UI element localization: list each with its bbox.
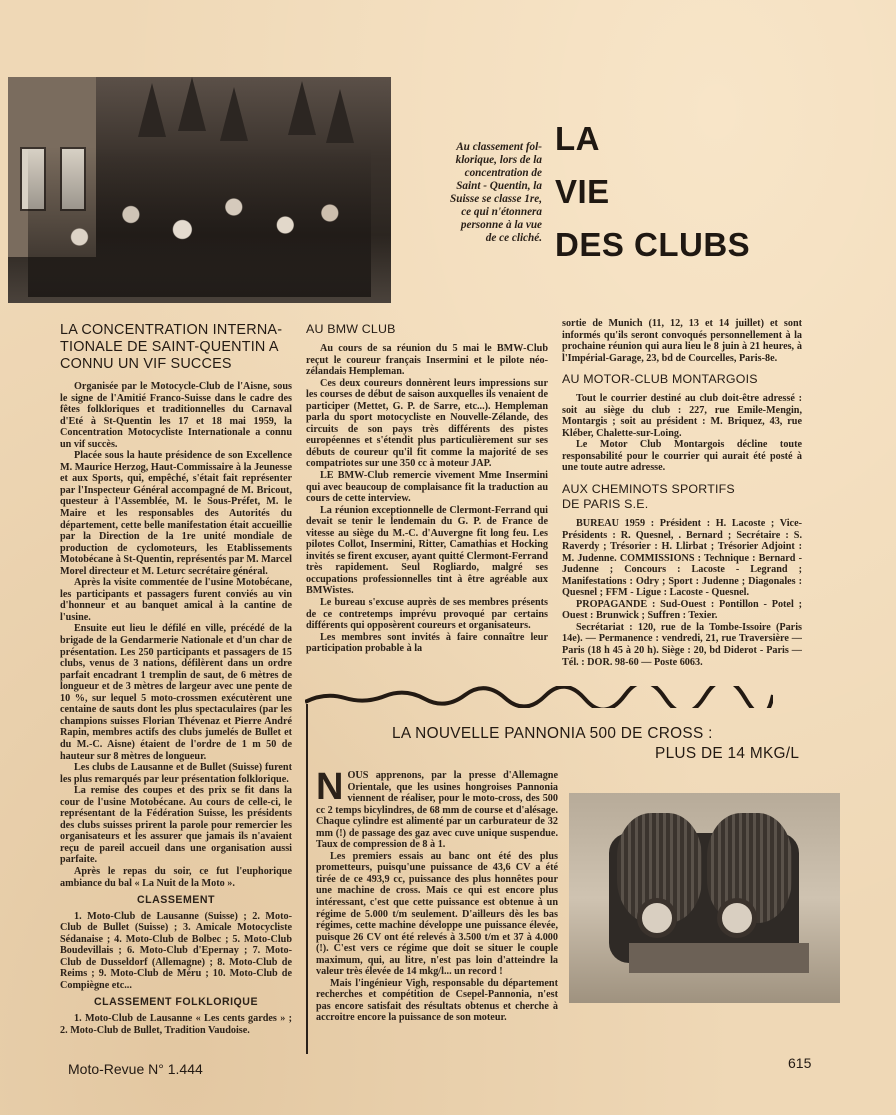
flag [178, 77, 206, 131]
paragraph: Ces deux coureurs donnèrent leurs impressions sur les courses de début de saison auxquelles ils venaient de participer (Mettet, G. P. de Sarre, etc...). Hempleman parla du sport motocycliste en Nouvelle-Zélande, des circuits de son pays très différents des pistes européennes et s'étendit plus particulièrement sur ses débuts de coureur qu'il fit comme la majorité de ses compatriotes sur une 350 cc à moteur JAP. [306, 377, 548, 470]
classement-heading: CLASSEMENT [137, 894, 215, 907]
paragraph: Après la visite commentée de l'usine Motobécane, les participants et passagers furent conviés au vin d'honneur et au banquet amical à la cantine de l'usine. [60, 577, 292, 623]
pannonia-article [316, 766, 559, 1024]
paragraph: La réunion exceptionnelle de Clermont-Ferrand qui devait se tenir le lendemain du G. P. de France de vitesse au siège du M.-C. d'Auvergne fit long feu. Les pilotes Collot, Insermini, Ritter, Camathias et Hocking invités se firent excuser, ayant quitté Clermont-Ferrand très rapidement. Seul Rogliardo, malgré ses occupations professionnelles tint à être agréable aux BMWistes. [306, 504, 548, 597]
paragraph: LE BMW-Club remercie vivement Mme Insermini qui avec beaucoup de complaisance fit la traduction au cours de cette interview. [306, 470, 548, 505]
page-number: 615 [788, 1055, 812, 1071]
paragraph: Tout le courrier destiné au club doit-être adressé : soit au siège du club : 227, rue Emile-Mengin, Montargis ; soit au président : M. Briquez, 43, rue Kléber, Chalette-sur-Loing. [562, 393, 802, 439]
title-line: VIE [555, 173, 610, 210]
paragraph: Secrétariat : 120, rue de la Tombe-Issoire (Paris 14e). — Permanence : vendredi, 21, rue Traversière — Paris (18 h 45 à 20 h). Siège : 20, bd Diderot - Paris — Tél. : DOR. 98-60 — Poste 6063. [562, 621, 802, 668]
title-line: DES CLUBS [555, 226, 751, 263]
paragraph: Au cours de sa réunion du 5 mai le BMW-Club reçut le coureur français Insermini et le pilote néo-zélandais Hempleman. [306, 343, 548, 378]
pannonia-title: LA NOUVELLE PANNONIA 500 DE CROSS : [392, 725, 713, 742]
carburetor-port [637, 898, 677, 938]
concentration-article [60, 322, 292, 1036]
paragraph: Les membres sont invités à faire connaître leur participation probable à la [306, 631, 548, 655]
section-heading: AU BMW CLUB [306, 322, 396, 336]
bmw-article [306, 322, 548, 655]
paragraph: Le Motor Club Montargois décline toute responsabilité pour le courrier qui aurait été posté à une toute autre adresse. [562, 439, 802, 474]
flag [138, 83, 166, 137]
paragraph: Les clubs de Lausanne et de Bullet (Suisse) furent les plus remarqués par leur présentation folklorique. [60, 762, 292, 785]
paragraph: Organisée par le Motocycle-Club de l'Aisne, sous le signe de l'Amitié Franco-Suisse dans le cadre des fêtes folkloriques et traditionnelles du Carnaval d'Eté à St-Quentin les 17 et 18 mai 1959, la Concentration Motocycliste Internationale a connu un vif succès. [60, 381, 292, 450]
paragraph: Ensuite eut lieu le défilé en ville, précédé de la brigade de la Gendarmerie Nationale et d'un char de présentation. Les 250 participants et passagers de 15 clubs, venus de 3 nations, défilèrent dans un ordre parfait encadrant 1 tremplin de saut, de 6 mètres de longueur et de 3 mètres de largeur avec une pente de 10 %, sur lequel 5 moto-crossmen exécutèrent une centaine de sauts dont les plus spectaculaires (par les champions suisses Florian Thévenaz et Pierre André Rapin, membres actifs des clubs jumelés de Bullet et du M.-C. Aisne) étaient de l'ordre de 1 m 50 de hauteur sur 8 mètres de longueur. [60, 623, 292, 762]
carburetor-port [717, 898, 757, 938]
paragraph: sortie de Munich (11, 12, 13 et 14 juillet) et sont informés qu'ils seront convoqués personnellement à la prochaine réunion qui aura lieu le 8 juin à 21 heures, à l'Impérial-Garage, 23, bd de Courcelles, Paris-8e. [562, 318, 802, 364]
wavy-border [305, 686, 773, 708]
folklorique-heading: CLASSEMENT FOLKLORIQUE [93, 996, 259, 1009]
section-heading: AUX CHEMINOTS SPORTIFS DE PARIS S.E. [562, 482, 735, 512]
section-heading: AU MOTOR-CLUB MONTARGOIS [562, 372, 758, 387]
paragraph: Le bureau s'excuse auprès de ses membres présents de ce contretemps imprévu provoqué par certains différents qui opposèrent coureurs et organisateurs. [306, 597, 548, 632]
crowd [28, 147, 371, 297]
paragraph: Mais l'ingénieur Vigh, responsable du département recherches et compétition de Csepel-Pannonia, n'est pas encore satisfait des résultats obtenus et cherche à accroitre encore la puissance de son moteur. [316, 977, 558, 1024]
paragraph: BUREAU 1959 : Président : H. Lacoste ; Vice-Présidents : R. Quesnel, . Bernard ; Secrétaire : S. Raverdy ; Trésorier : H. Llirbat ; Trésorier Adjoint : M. Judenne. COMMISSIONS : Technique : Bernard - Judenne ; Concours : Lacoste - Legrand ; Manifestations : Odry ; Sport : Judenne ; Diagonales : Quesnel ; FFM - Ligue : Lacoste - Quesnel. [562, 518, 802, 599]
clubs-column [562, 318, 802, 668]
article-heading: LA CONCENTRATION INTERNA- TIONALE DE SAINT-QUENTIN A CONNU UN VIF SUCCES [60, 322, 283, 372]
magazine-issue: Moto-Revue N° 1.444 [68, 1061, 203, 1077]
engine-photo [569, 793, 840, 1003]
paragraph: Placée sous la haute présidence de son Excellence M. Maurice Herzog, Haut-Commissaire à la Jeunesse et aux Sports, qui, empêché, s'était fait représenter par l'Inspecteur Général accompagné de M. Bricout, questeur à l'Assemblée, M. le Sous-Préfet, M. le Maire et les responsables des Autorités du département, cette belle manifestation était accueillie par la Direction de la 1re unité mondiale de production de cyclomoteurs, les Etablissements Motobécane à St-Quentin, représentés par M. Marcel Morel directeur et M. Leturc secrétaire général. [60, 450, 293, 577]
paragraph [316, 766, 559, 851]
flag [326, 89, 354, 143]
swiss-club-photo [8, 77, 391, 303]
paragraph: Après le repas du soir, ce fut l'euphorique ambiance du bal « La Nuit de la Moto ». [60, 865, 292, 889]
drop-cap: N [316, 766, 344, 808]
lead-text: OUS apprenons, par la presse d'Allemagne Orientale, que les usines hongroises Pannonia viennent de réaliser, pour le moto-cross, des 500 cc 2 temps bicylindres, de 68 mm de course et d'alésage. Chaque cylindre est alimenté par un carburateur de 32 mm (!) de passage des gaz avec cuve unique suspendue. Taux de compression de 8 à 1. [316, 770, 559, 851]
title-line: LA [555, 120, 600, 157]
crankcase [629, 943, 809, 973]
pannonia-subtitle: PLUS DE 14 MKG/L [655, 745, 800, 762]
classement-list: 1. Moto-Club de Lausanne (Suisse) ; 2. Moto-Club de Bullet (Suisse) ; 3. Amicale Motocycliste Sédanaise ; 4. Moto-Club de Bolbec ; 5. Moto-Club Boudevillais ; 6. Moto-Club d'Epernay ; 7. Moto-Club de Dusseldorf (Allemagne) ; 8. Moto-Club de Reims ; 9. Moto-Club de Méru ; 10. Moto-Club de Compiègne etc... [60, 910, 292, 991]
paragraph: PROPAGANDE : Sud-Ouest : Pontillon - Potel ; Ouest : Brunwick ; Suffren : Texier. [562, 598, 802, 622]
box-border [306, 704, 308, 1054]
flag [220, 87, 248, 141]
paragraph: Les premiers essais au banc ont été des plus prometteurs, puisqu'une puissance de 43,6 CV a été tirée de ce 493,9 cc, puissance des plus honnêtes pour une machine de cross. Mais ce qui est encore plus intéressant, c'est que cette puissance est obtenue à un régime de 5.000 t/m seulement. D'ailleurs dès les bas régimes, cette machine développe une puissance élevée, puisque 26 CV ont été relevés à 3.500 t/m et 37 à 4.000 (!). C'est vers ce régime que doit se situer le couple maximum, qui, au litre, n'est pas loin d'atteindre la valeur très élevée de 14 mkg/l... un record ! [316, 850, 558, 978]
paragraph: La remise des coupes et des prix se fit dans la cour de l'usine Motobécane. Au cours de celle-ci, le représentant de la Fédération Suisse, les présidents des clubs suisses prirent la parole pour remercier les organisateurs et les assurer que jamais ils n'avaient reçu de pareil accueil dans une organisation aussi parfaite. [60, 785, 292, 866]
photo-caption: Au classement fol- klorique, lors de la concentration de Saint - Quentin, la Suisse se classe 1re, ce qui n'étonnera personne à la vue de ce cliché. [450, 141, 542, 244]
flag [288, 81, 316, 135]
folklorique-list: 1. Moto-Club de Lausanne « Les cents gardes » ; 2. Moto-Club de Bullet, Tradition Vaudoise. [60, 1012, 292, 1036]
page-title [555, 112, 750, 271]
